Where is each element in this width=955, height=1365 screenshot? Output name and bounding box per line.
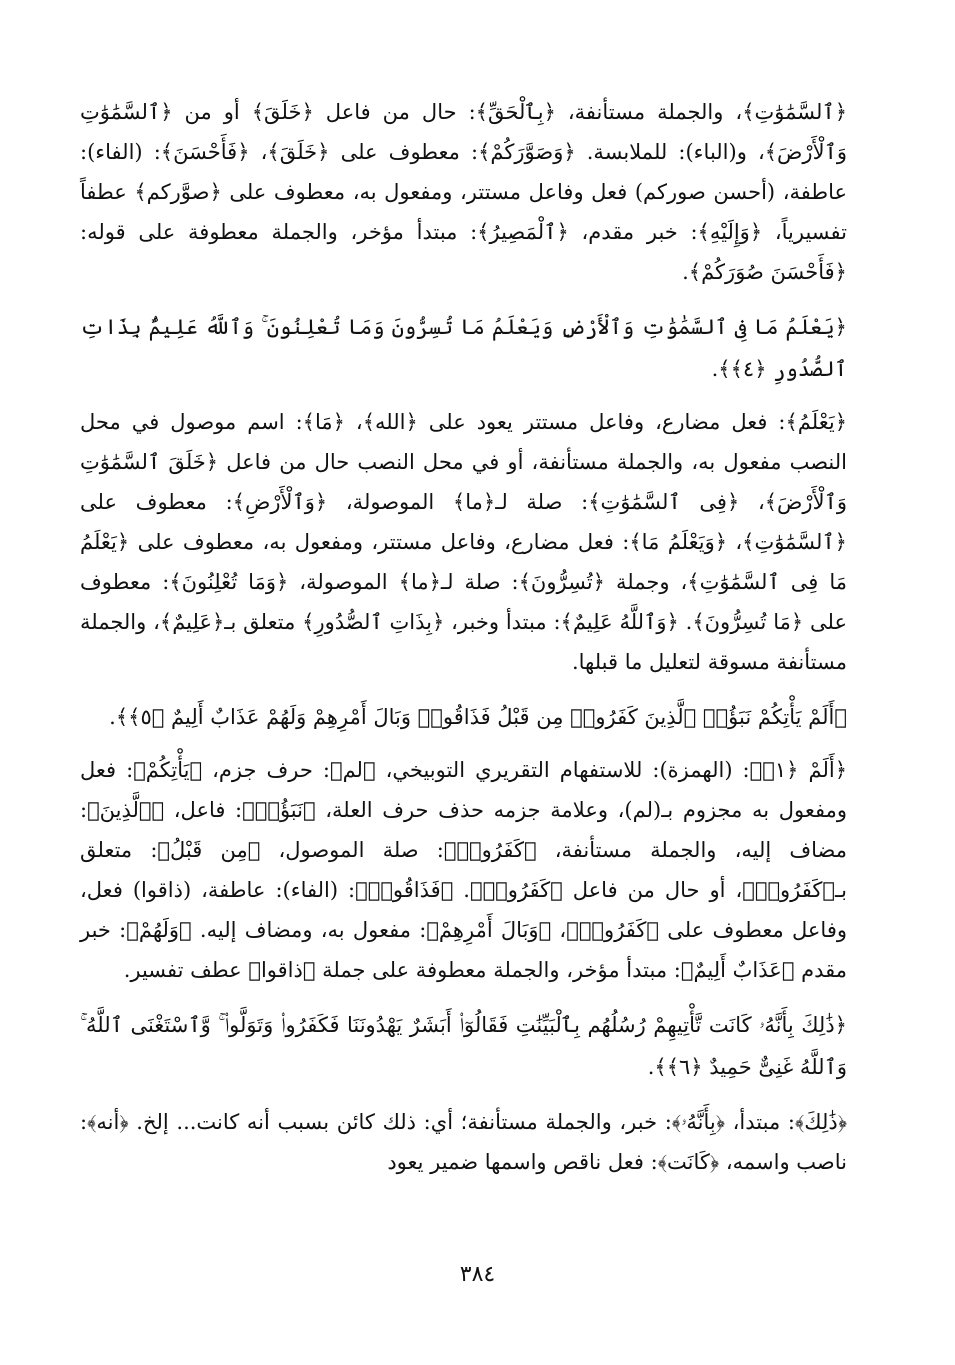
paragraph-4: ﴿ذَٰلِكَ﴾: مبتدأ، ﴿بِأَنَّهُۥ﴾: خبر، والجملة مستأنفة؛ أي: ذلك كائن بسبب أنه كانت... إلخ. ﴿أنه﴾: ناصب واسمه، ﴿كَانَت﴾: فعل ناقص واسمها ضمير يعود [80, 1110, 847, 1174]
quran-verse-4: ﴿يَعْلَمُ مَا فِى ٱلسَّمَٰوَٰتِ وَٱلْأَرْضِ وَيَعْلَمُ مَا تُسِرُّونَ وَمَا تُعْلِنُونَ ۚ وَٱللَّهُ عَلِيمٌۢ بِذَاتِ ٱلصُّدُورِ ﴿٤﴾﴾. [80, 315, 847, 381]
paragraph-1: ﴿ٱلسَّمَٰوَٰتِ﴾، والجملة مستأنفة، ﴿بِٱلْحَقِّ﴾: حال من فاعل ﴿خَلَقَ﴾ أو من ﴿ٱلسَّمَٰوَٰتِ وَٱلْأَرْضَ﴾، و(الباء): للملابسة. ﴿وَصَوَّرَكُمْ﴾: معطوف على ﴿خَلَقَ﴾، ﴿فَأَحْسَنَ﴾: (الفاء): عاطفة، (أحسن صوركم) فعل وفاعل مستتر، ومفعول به، معطوف على ﴿صوَّركم﴾ عطفاً تفسيرياً، ﴿وَإِلَيْهِ﴾: خبر مقدم، ﴿ٱلْمَصِيرُ﴾: مبتدأ مؤخر، والجملة معطوفة على قوله: ﴿فَأَحْسَنَ صُوَرَكُمْ﴾. [80, 100, 847, 284]
page-number: ٣٨٤ [459, 1262, 496, 1287]
paragraph-2: ﴿يَعْلَمُ﴾: فعل مضارع، وفاعل مستتر يعود على ﴿الله﴾، ﴿مَا﴾: اسم موصول في محل النصب مفعول به، والجملة مستأنفة، أو في محل النصب حال من فاعل ﴿خَلَقَ ٱلسَّمَٰوَٰتِ وَٱلْأَرْضَ﴾، ﴿فِى ٱلسَّمَٰوَٰتِ﴾: صلة لـ﴿ما﴾ الموصولة، ﴿وَٱلْأَرْضِ﴾: معطوف على ﴿ٱلسَّمَٰوَٰتِ﴾، ﴿وَيَعْلَمُ مَا﴾: فعل مضارع، وفاعل مستتر، ومفعول به، معطوف على ﴿يَعْلَمُ مَا فِى ٱلسَّمَٰوَٰتِ﴾، وجملة ﴿تُسِرُّونَ﴾: صلة لـ﴿ما﴾ الموصولة، ﴿وَمَا تُعْلِنُونَ﴾: معطوف على ﴿مَا تُسِرُّونَ﴾. ﴿وَٱللَّهُ عَلِيمٌ﴾: مبتدأ وخبر، ﴿بِذَاتِ ٱلصُّدُورِ﴾ متعلق بـ﴿عَلِيمٌ﴾، والجملة مستأنفة مسوقة لتعليل ما قبلها. [80, 410, 847, 674]
quran-verse-5: ﴿أَلَمْ يَأْتِكُمْ نَبَؤُا۟ ٱلَّذِينَ كَفَرُوا۟ مِن قَبْلُ فَذَاقُوا۟ وَبَالَ أَمْرِهِمْ وَلَهُمْ عَذَابٌ أَلِيمٌ ﴿٥﴾﴾. [109, 705, 847, 729]
paragraph-3: ﴿أَلَمْ ﴿١﴾﴾: (الهمزة): للاستفهام التقريري التوبيخي، ﴿لم﴾: حرف جزم، ﴿يَأْتِكُمْ﴾: فعل ومفعول به مجزوم بـ(لم)، وعلامة جزمه حذف حرف العلة، ﴿نَبَؤُا۟﴾: فاعل، ﴿ٱلَّذِينَ﴾: مضاف إليه، والجملة مستأنفة، ﴿كَفَرُوا۟﴾: صلة الموصول، ﴿مِن قَبْلُ﴾: متعلق بـ﴿كَفَرُوا۟﴾، أو حال من فاعل ﴿كَفَرُوا۟﴾. ﴿فَذَاقُوا۟﴾: (الفاء): عاطفة، (ذاقوا) فعل، وفاعل معطوف على ﴿كَفَرُوا۟﴾، ﴿وَبَالَ أَمْرِهِمْ﴾: مفعول به، ومضاف إليه. ﴿وَلَهُمْ﴾: خبر مقدم ﴿عَذَابٌ أَلِيمٌ﴾: مبتدأ مؤخر، والجملة معطوفة على جملة ﴿ذاقوا﴾ عطف تفسير. [80, 758, 847, 982]
quran-verse-6: ﴿ذَٰلِكَ بِأَنَّهُۥ كَانَت تَّأْتِيهِمْ رُسُلُهُم بِٱلْبَيِّنَٰتِ فَقَالُوٓا۟ أَبَشَرٌ يَهْدُونَنَا فَكَفَرُوا۟ وَتَوَلَّوا۟ ۚ وَّٱسْتَغْنَى ٱللَّهُ ۚ وَٱللَّهُ غَنِىٌّ حَمِيدٌ ﴿٦﴾﴾. [80, 1013, 847, 1079]
